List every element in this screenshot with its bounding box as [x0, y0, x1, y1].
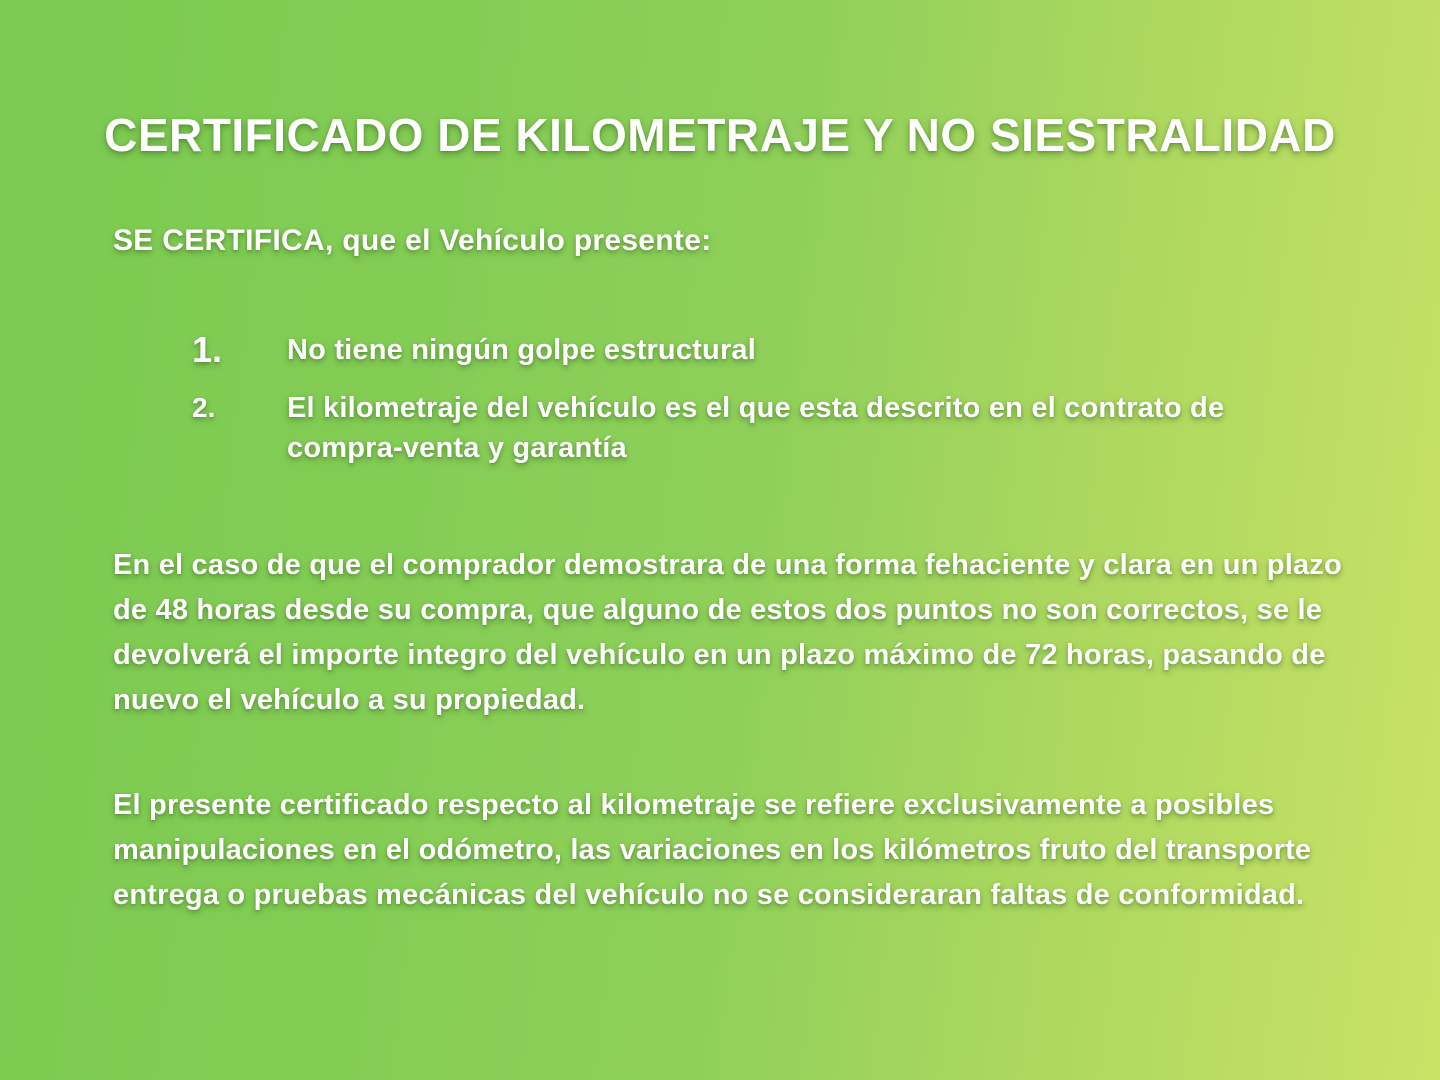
refund-policy-paragraph: En el caso de que el comprador demostrara de una forma fehaciente y clara en un plazo de 48 horas desde su compra, que alguno de estos dos puntos no son correctos, se le devolverá el importe integro del vehículo en un plazo máximo de 72 horas, pasando de nuevo el vehículo a su propiedad.	[113, 549, 1342, 716]
clause-text-2: El kilometraje del vehículo es el que esta descrito en el contrato de compra-venta y garantía	[287, 392, 1225, 464]
clause-item-2	[192, 388, 1342, 468]
clauses-list	[192, 330, 1342, 486]
certify-statement: SE CERTIFICA, que el Vehículo presente:	[113, 224, 712, 257]
clause-number-1: 1.	[192, 329, 223, 370]
clause-item-1	[192, 330, 1342, 370]
certificate-title: CERTIFICADO DE KILOMETRAJE Y NO SIESTRALIDAD	[104, 109, 1336, 161]
clause-number-2: 2.	[192, 392, 216, 423]
certificate-scope-paragraph: El presente certificado respecto al kilometraje se refiere exclusivamente a posibles manipulaciones en el odómetro, las variaciones en los kilómetros fruto del transporte entrega o pruebas mecánicas del vehículo no se consideraran faltas de conformidad.	[113, 789, 1312, 911]
clause-text-1: No tiene ningún golpe estructural	[287, 334, 757, 366]
